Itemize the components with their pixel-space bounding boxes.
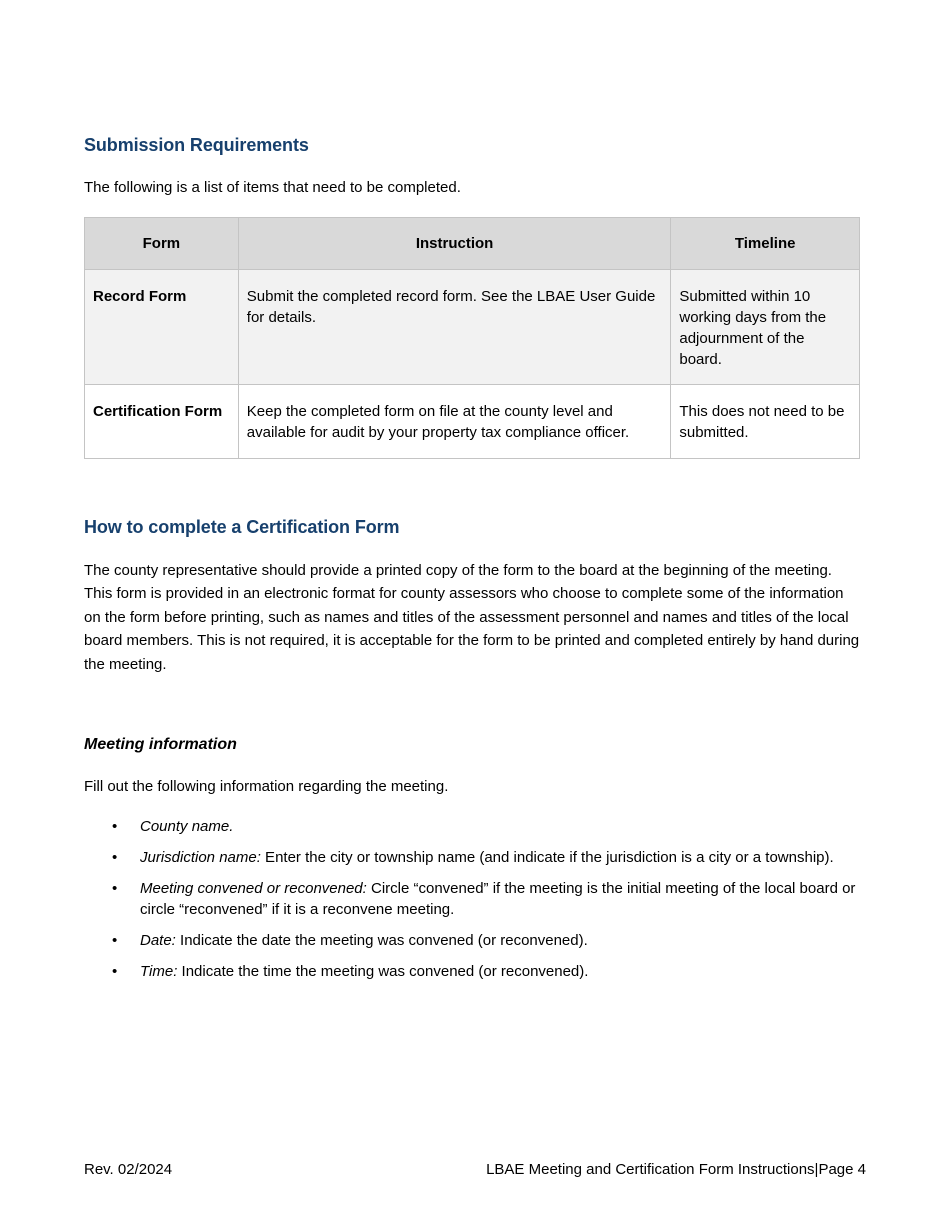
- item-text: Circle “convened” if the meeting is the initial meeting of the local board or circle “reconvened” if it is a reconvene meeting.: [140, 880, 856, 918]
- item-term: Time:: [140, 963, 178, 980]
- item-text: Indicate the time the meeting was convened (or reconvened).: [177, 963, 589, 980]
- list-item: [84, 816, 860, 837]
- footer-title-page: LBAE Meeting and Certification Form Instructions|Page 4: [486, 1161, 866, 1178]
- bullet-icon: •: [112, 963, 118, 980]
- item-term: Date:: [140, 932, 176, 949]
- list-item: [84, 878, 860, 920]
- bullet-icon: •: [112, 880, 118, 897]
- submission-heading: Submission Requirements: [84, 135, 309, 155]
- item-text: Enter the city or township name (and indicate if the jurisdiction is a city or a township).: [260, 849, 834, 866]
- submission-intro: The following is a list of items that need to be completed.: [84, 179, 461, 196]
- list-item: [84, 961, 860, 982]
- cell-timeline: Submitted within 10 working days from the adjournment of the board.: [671, 270, 860, 385]
- how-to-heading: How to complete a Certification Form: [84, 517, 400, 537]
- bullet-icon: •: [112, 849, 118, 866]
- bullet-icon: •: [112, 818, 118, 835]
- column-header-form: Form: [85, 218, 239, 270]
- table-header-row: [85, 218, 860, 270]
- cell-timeline: This does not need to be submitted.: [671, 385, 860, 459]
- item-term: County name.: [140, 818, 234, 835]
- cell-instruction: Keep the completed form on file at the county level and available for audit by your property tax compliance officer.: [238, 385, 671, 459]
- submission-table: [84, 217, 860, 459]
- item-term: Jurisdiction name:: [140, 849, 261, 866]
- list-item: [84, 930, 860, 951]
- column-header-instruction: Instruction: [238, 218, 671, 270]
- column-header-timeline: Timeline: [671, 218, 860, 270]
- meeting-intro: Fill out the following information regarding the meeting.: [84, 778, 449, 795]
- meeting-heading: Meeting information: [84, 736, 237, 753]
- meeting-info-list: [84, 816, 860, 992]
- bullet-icon: •: [112, 932, 118, 949]
- cell-form: Certification Form: [85, 385, 239, 459]
- cell-form: Record Form: [85, 270, 239, 385]
- table-row: [85, 385, 860, 459]
- list-item: [84, 847, 860, 868]
- item-text: Indicate the date the meeting was convened (or reconvened).: [175, 932, 588, 949]
- how-to-body: The county representative should provide a printed copy of the form to the board at the beginning of the meeting. This form is provided in an electronic format for county assessors who choose to complete some of the information on the form before printing, such as names and titles of the assessment personnel and names and titles of the local board members. This is not required, it is acceptable for the form to be printed and completed entirely by hand during the meeting.: [84, 562, 860, 673]
- table-row: [85, 270, 860, 385]
- footer-revision: Rev. 02/2024: [84, 1161, 173, 1178]
- cell-instruction: Submit the completed record form. See the LBAE User Guide for details.: [238, 270, 671, 385]
- item-term: Meeting convened or reconvened:: [140, 880, 367, 897]
